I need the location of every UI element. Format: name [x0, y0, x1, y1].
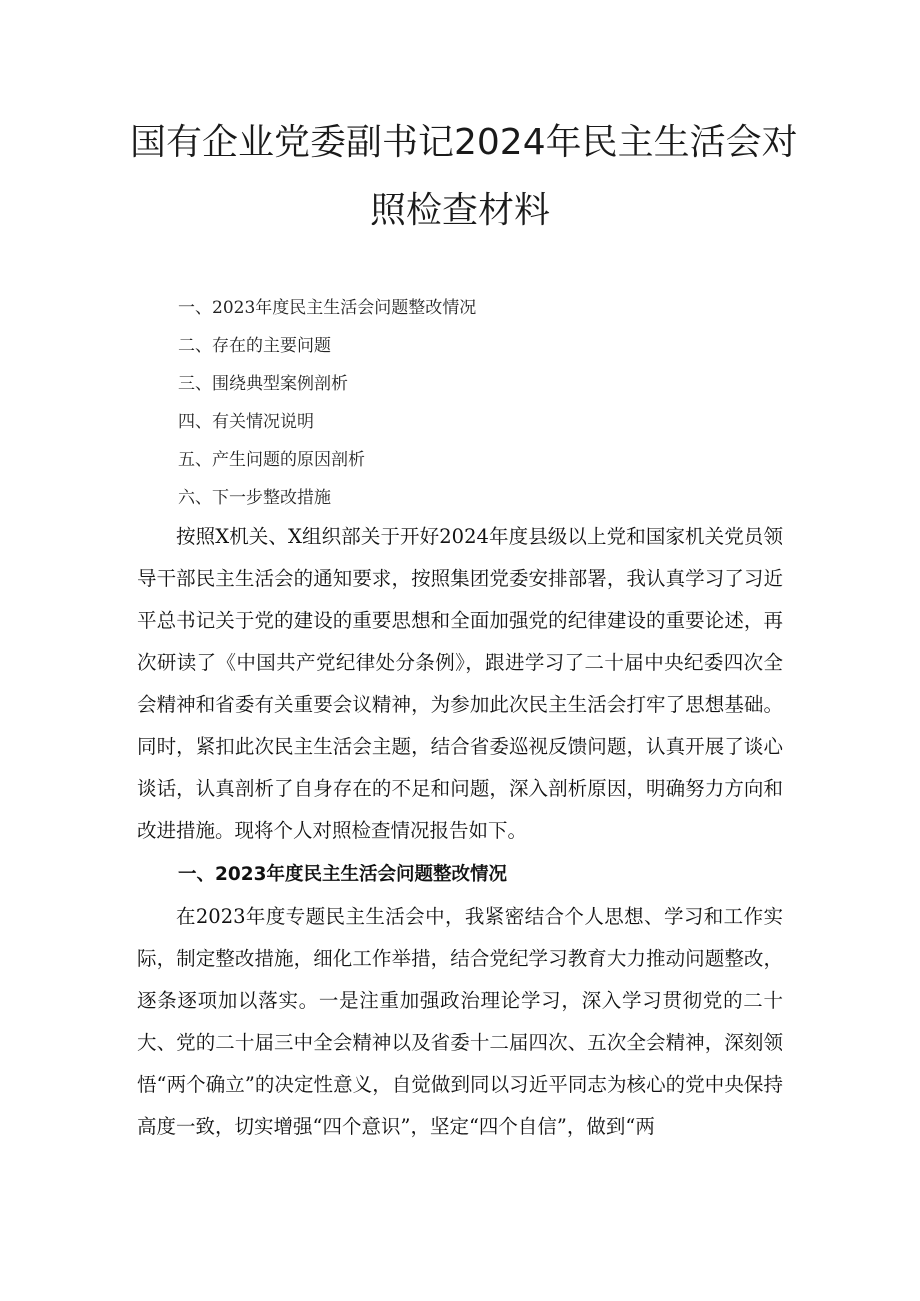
toc-item: 一、2023年度民主生活会问题整改情况: [178, 298, 477, 318]
intro-paragraph: 按照X机关、X组织部关于开好2024年度县级以上党和国家机关党员领导干部民主生活会的通知要求，按照集团党委安排部署，我认真学习了习近平总书记关于党的建设的重要思想和全面加强党的纪律建设的重要论述，再次研读了《中国共产党纪律处分条例》，跟进学习了二十届中央纪委四次全会精神和省委有关重要会议精神，为参加此次民主生活会打牢了思想基础。同时，紧扣此次民主生活会主题，结合省委巡视反馈问题，认真开展了谈心谈话，认真剖析了自身存在的不足和问题，深入剖析原因，明确努力方向和改进措施。现将个人对照检查情况报告如下。: [137, 525, 783, 842]
table-of-contents: [178, 294, 476, 522]
toc-item: 五、产生问题的原因剖析: [178, 450, 365, 470]
toc-item: 二、存在的主要问题: [178, 336, 331, 356]
document-title-line1: 国有企业党委副书记2024年民主生活会对: [130, 122, 798, 163]
toc-item: 三、围绕典型案例剖析: [178, 374, 348, 394]
toc-item: 四、有关情况说明: [178, 412, 314, 432]
section1-heading: 一、2023年度民主生活会问题整改情况: [178, 864, 507, 885]
section1-paragraph: 在2023年度专题民主生活会中，我紧密结合个人思想、学习和工作实际，制定整改措施，细化工作举措，结合党纪学习教育大力推动问题整改，逐条逐项加以落实。一是注重加强政治理论学习，深入学习贯彻党的二十大、党的二十届三中全会精神以及省委十二届四次、五次全会精神，深刻领悟“两个确立”的决定性意义，自觉做到同以习近平同志为核心的党中央保持高度一致，切实增强“四个意识”，坚定“四个自信”，做到“两: [137, 905, 783, 1138]
toc-item: 六、下一步整改措施: [178, 488, 331, 508]
document-title-line2: 照检查材料: [369, 190, 550, 231]
